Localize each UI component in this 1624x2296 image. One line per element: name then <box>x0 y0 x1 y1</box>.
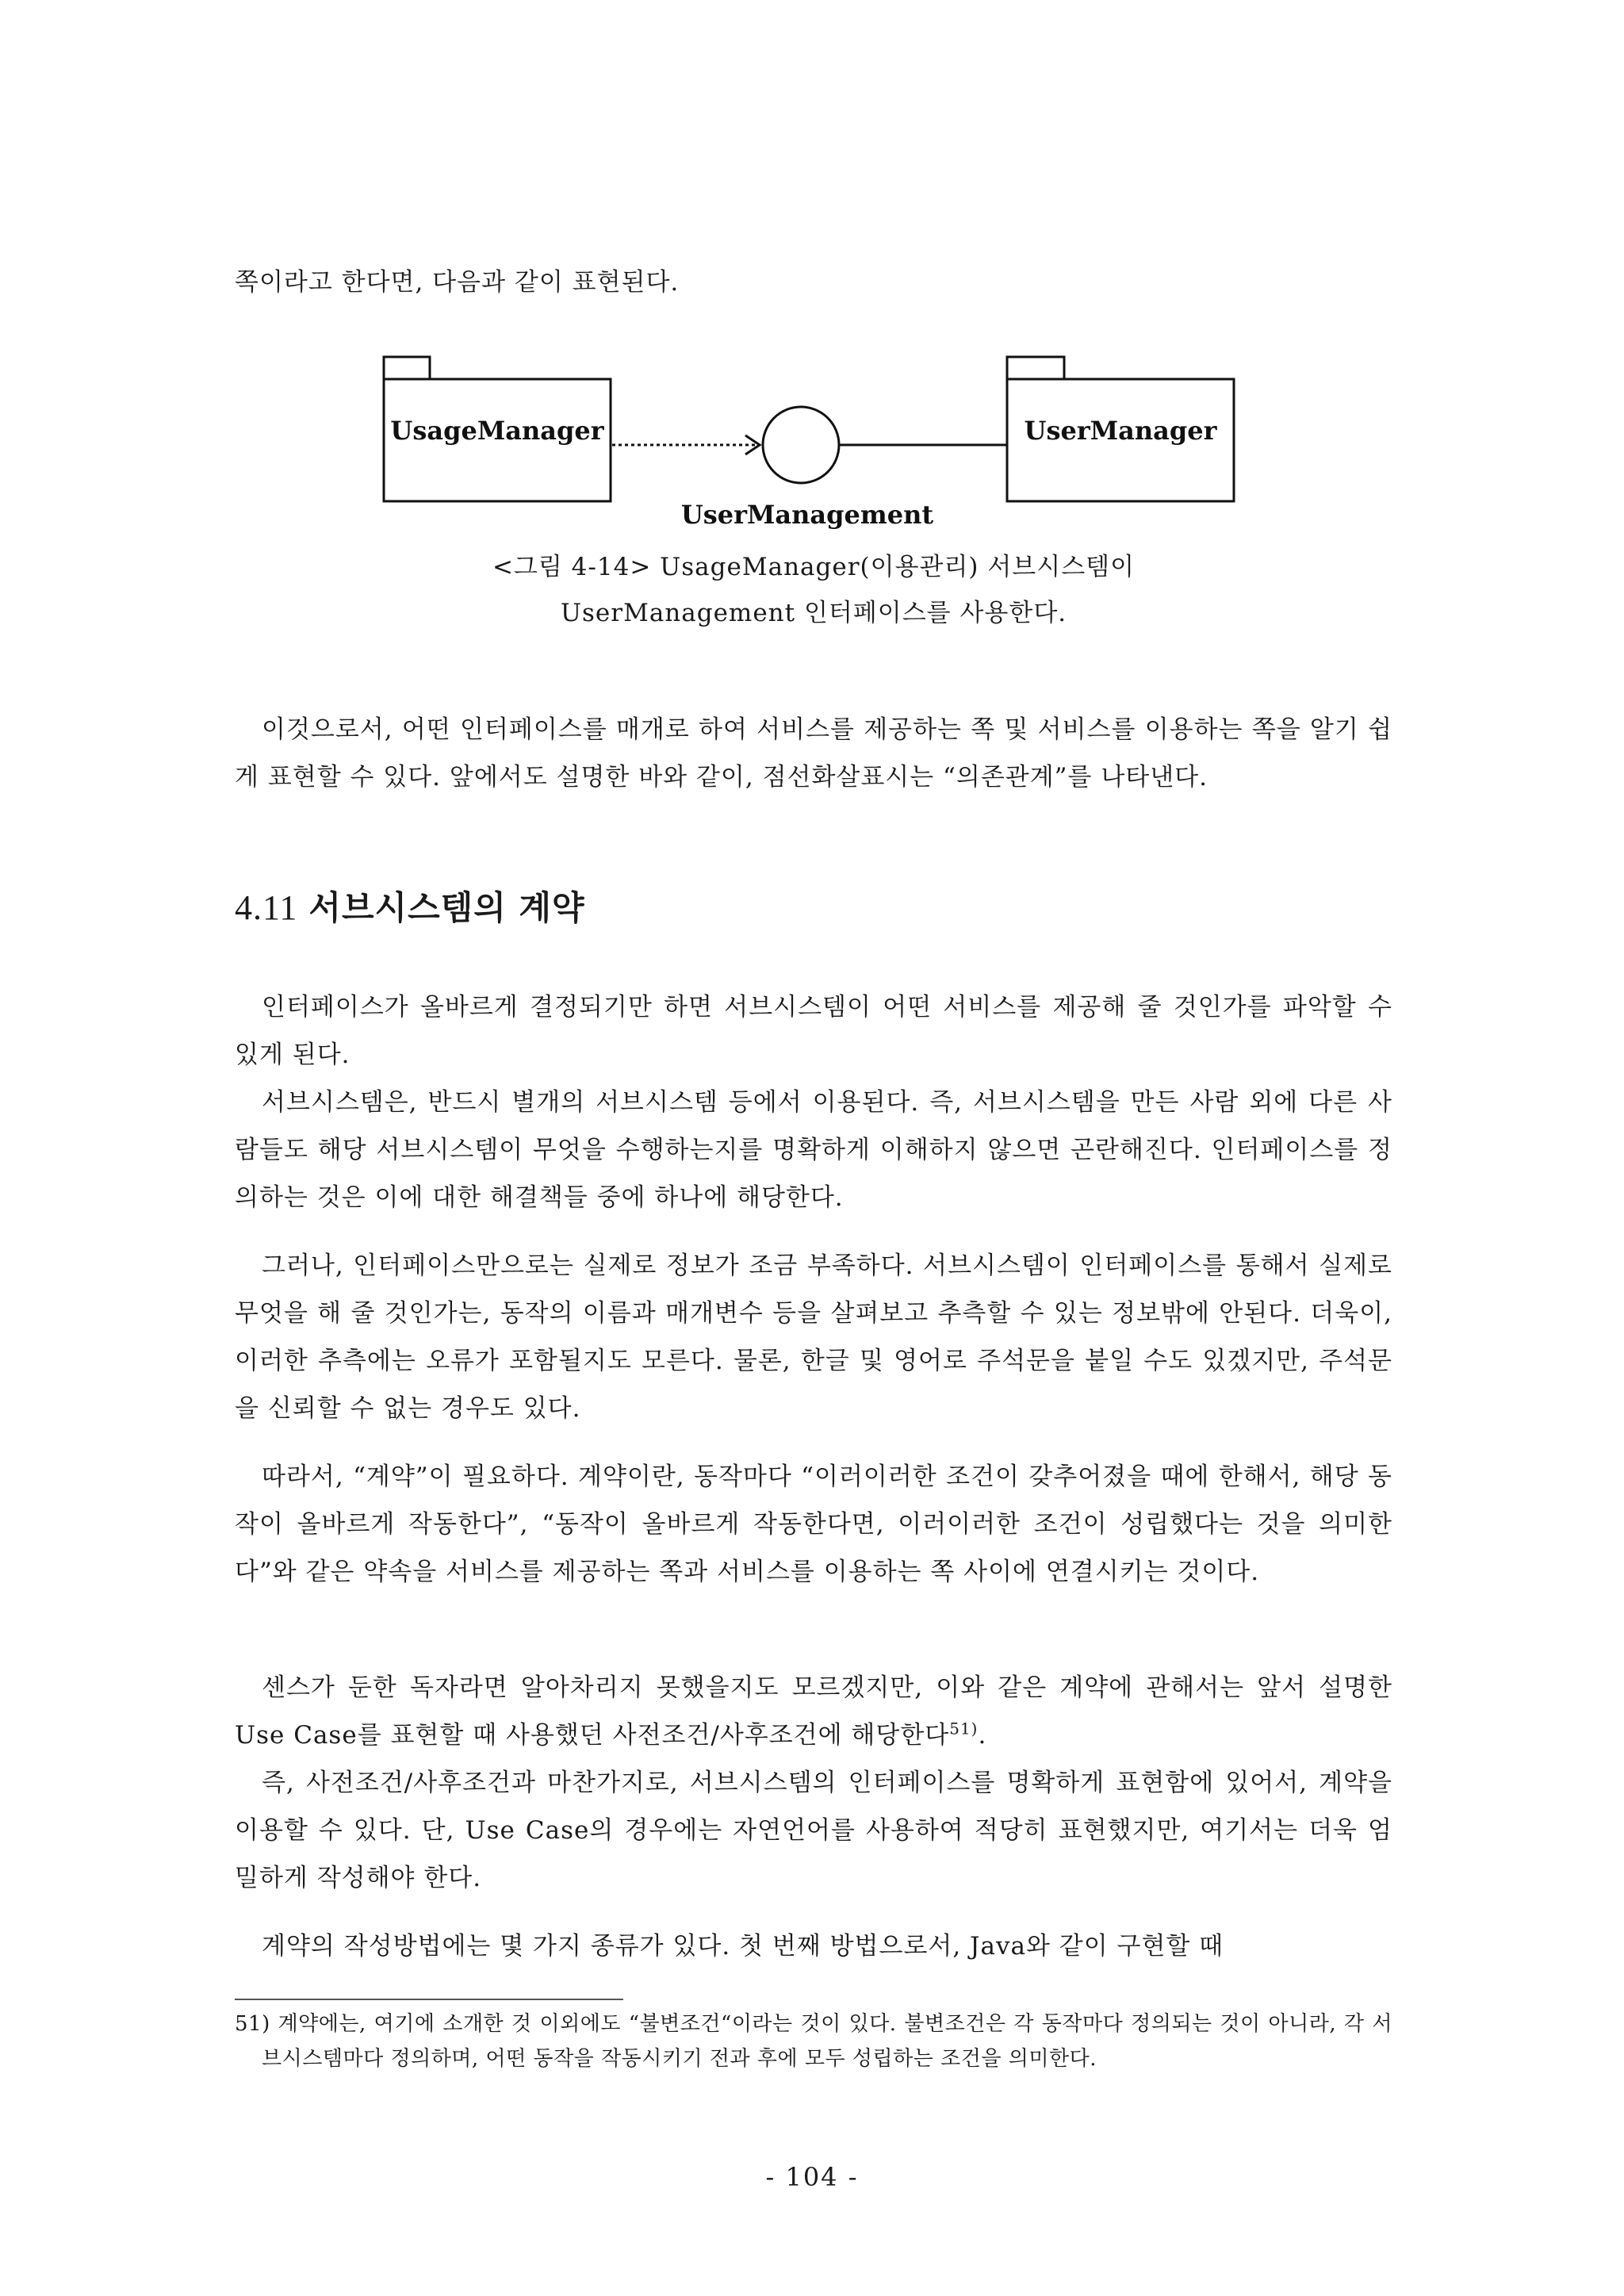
section-title: 서브시스템의 계약 <box>308 888 585 927</box>
dependency-arrow <box>612 435 760 454</box>
caption-line-1: <그림 4-14> UsageManager(이용관리) 서브시스템이 <box>492 553 1136 581</box>
paragraph-5a-end: . <box>978 1721 987 1750</box>
paragraph-4 <box>235 1453 1392 1596</box>
footnote <box>235 2007 1392 2076</box>
paragraph-6-text: 계약의 작성방법에는 몇 가지 종류가 있다. 첫 번째 방법으로서, Java와 같이 구현할 때 <box>262 1932 1224 1961</box>
paragraph-5a-text <box>235 1664 1392 1759</box>
paragraph-5a-body: 센스가 둔한 독자라면 알아차리지 못했을지도 모르겠지만, 이와 같은 계약에 관해서는 앞서 설명한 Use Case를 표현할 때 사용했던 사전조건/사후조건에 해당한다 <box>235 1673 1392 1750</box>
paragraph-2b-text: 서브시스템은, 반드시 별개의 서브시스템 등에서 이용된다. 즉, 서브시스템을 만든 사람 외에 다른 사람들도 해당 서브시스템이 무엇을 수행하는지를 명확하게 이해하지 않으면 곤란해진다. 인터페이스를 정의하는 것은 이에 대한 해결책들 중에 하나에 해당한다. <box>235 1088 1392 1212</box>
footnote-reference[interactable]: 51) <box>949 1719 979 1738</box>
paragraph-1-text: 이것으로서, 어떤 인터페이스를 매개로 하여 서비스를 제공하는 쪽 및 서비스를 이용하는 쪽을 알기 쉽게 표현할 수 있다. 앞에서도 설명한 바와 같이, 점선화살표시는 “의존관계”를 나타낸다. <box>235 715 1392 792</box>
paragraph-5 <box>235 1664 1392 1902</box>
page-number: - 104 - <box>765 2162 859 2192</box>
figure-caption <box>235 544 1392 636</box>
interface-label: UserManagement <box>680 500 934 530</box>
footnote-divider <box>235 1999 623 2000</box>
paragraph-1 <box>235 706 1392 801</box>
usage-manager-package <box>384 357 611 501</box>
paragraph-2 <box>235 983 1392 1221</box>
section-heading <box>235 882 585 930</box>
user-manager-package <box>1007 357 1234 501</box>
intro-line: 쪽이라고 한다면, 다음과 같이 표현된다. <box>235 268 680 297</box>
section-number: 4.11 <box>235 888 298 927</box>
user-manager-label: UserManager <box>1024 416 1217 446</box>
uml-package-diagram <box>373 349 1253 539</box>
paragraph-3-text: 그러나, 인터페이스만으로는 실제로 정보가 조금 부족하다. 서브시스템이 인터페이스를 통해서 실제로 무엇을 해 줄 것인가는, 동작의 이름과 매개변수 등을 살펴보고 추측할 수 있는 정보밖에 안된다. 더욱이, 이러한 추측에는 오류가 포함될지도 모른다. 물론, 한글 및 영어로 주석문을 붙일 수도 있겠지만, 주석문을 신뢰할 수 없는 경우도 있다. <box>235 1251 1392 1423</box>
caption-line-2: UserManagement 인터페이스를 사용한다. <box>560 599 1067 627</box>
usage-manager-label: UsageManager <box>390 416 604 446</box>
paragraph-3 <box>235 1242 1392 1432</box>
paragraph-2a-text: 인터페이스가 올바르게 결정되기만 하면 서브시스템이 어떤 서비스를 제공해 줄 것인가를 파악할 수 있게 된다. <box>235 993 1392 1069</box>
intro-paragraph <box>235 259 1392 306</box>
footnote-text: 51) 계약에는, 여기에 소개한 것 이외에도 “불변조건“이라는 것이 있다. 불변조건은 각 동작마다 정의되는 것이 아니라, 각 서브시스템마다 정의하며, 어떤 동작을 작동시키기 전과 후에 모두 성립하는 조건을 의미한다. <box>235 2012 1392 2071</box>
paragraph-4-text: 따라서, “계약”이 필요하다. 계약이란, 동작마다 “이러이러한 조건이 갖추어졌을 때에 한해서, 해당 동작이 올바르게 작동한다”, “동작이 올바르게 작동한다면, 이러이러한 조건이 성립했다는 것을 의미한다”와 같은 약속을 서비스를 제공하는 쪽과 서비스를 이용하는 쪽 사이에 연결시키는 것이다. <box>235 1462 1392 1586</box>
paragraph-6 <box>235 1922 1392 1970</box>
interface-lollipop <box>681 407 1007 530</box>
paragraph-5b-text: 즉, 사전조건/사후조건과 마찬가지로, 서브시스템의 인터페이스를 명확하게 표현함에 있어서, 계약을 이용할 수 있다. 단, Use Case의 경우에는 자연언어를 사용하여 적당히 표현했지만, 여기서는 더욱 엄밀하게 작성해야 한다. <box>235 1769 1392 1892</box>
